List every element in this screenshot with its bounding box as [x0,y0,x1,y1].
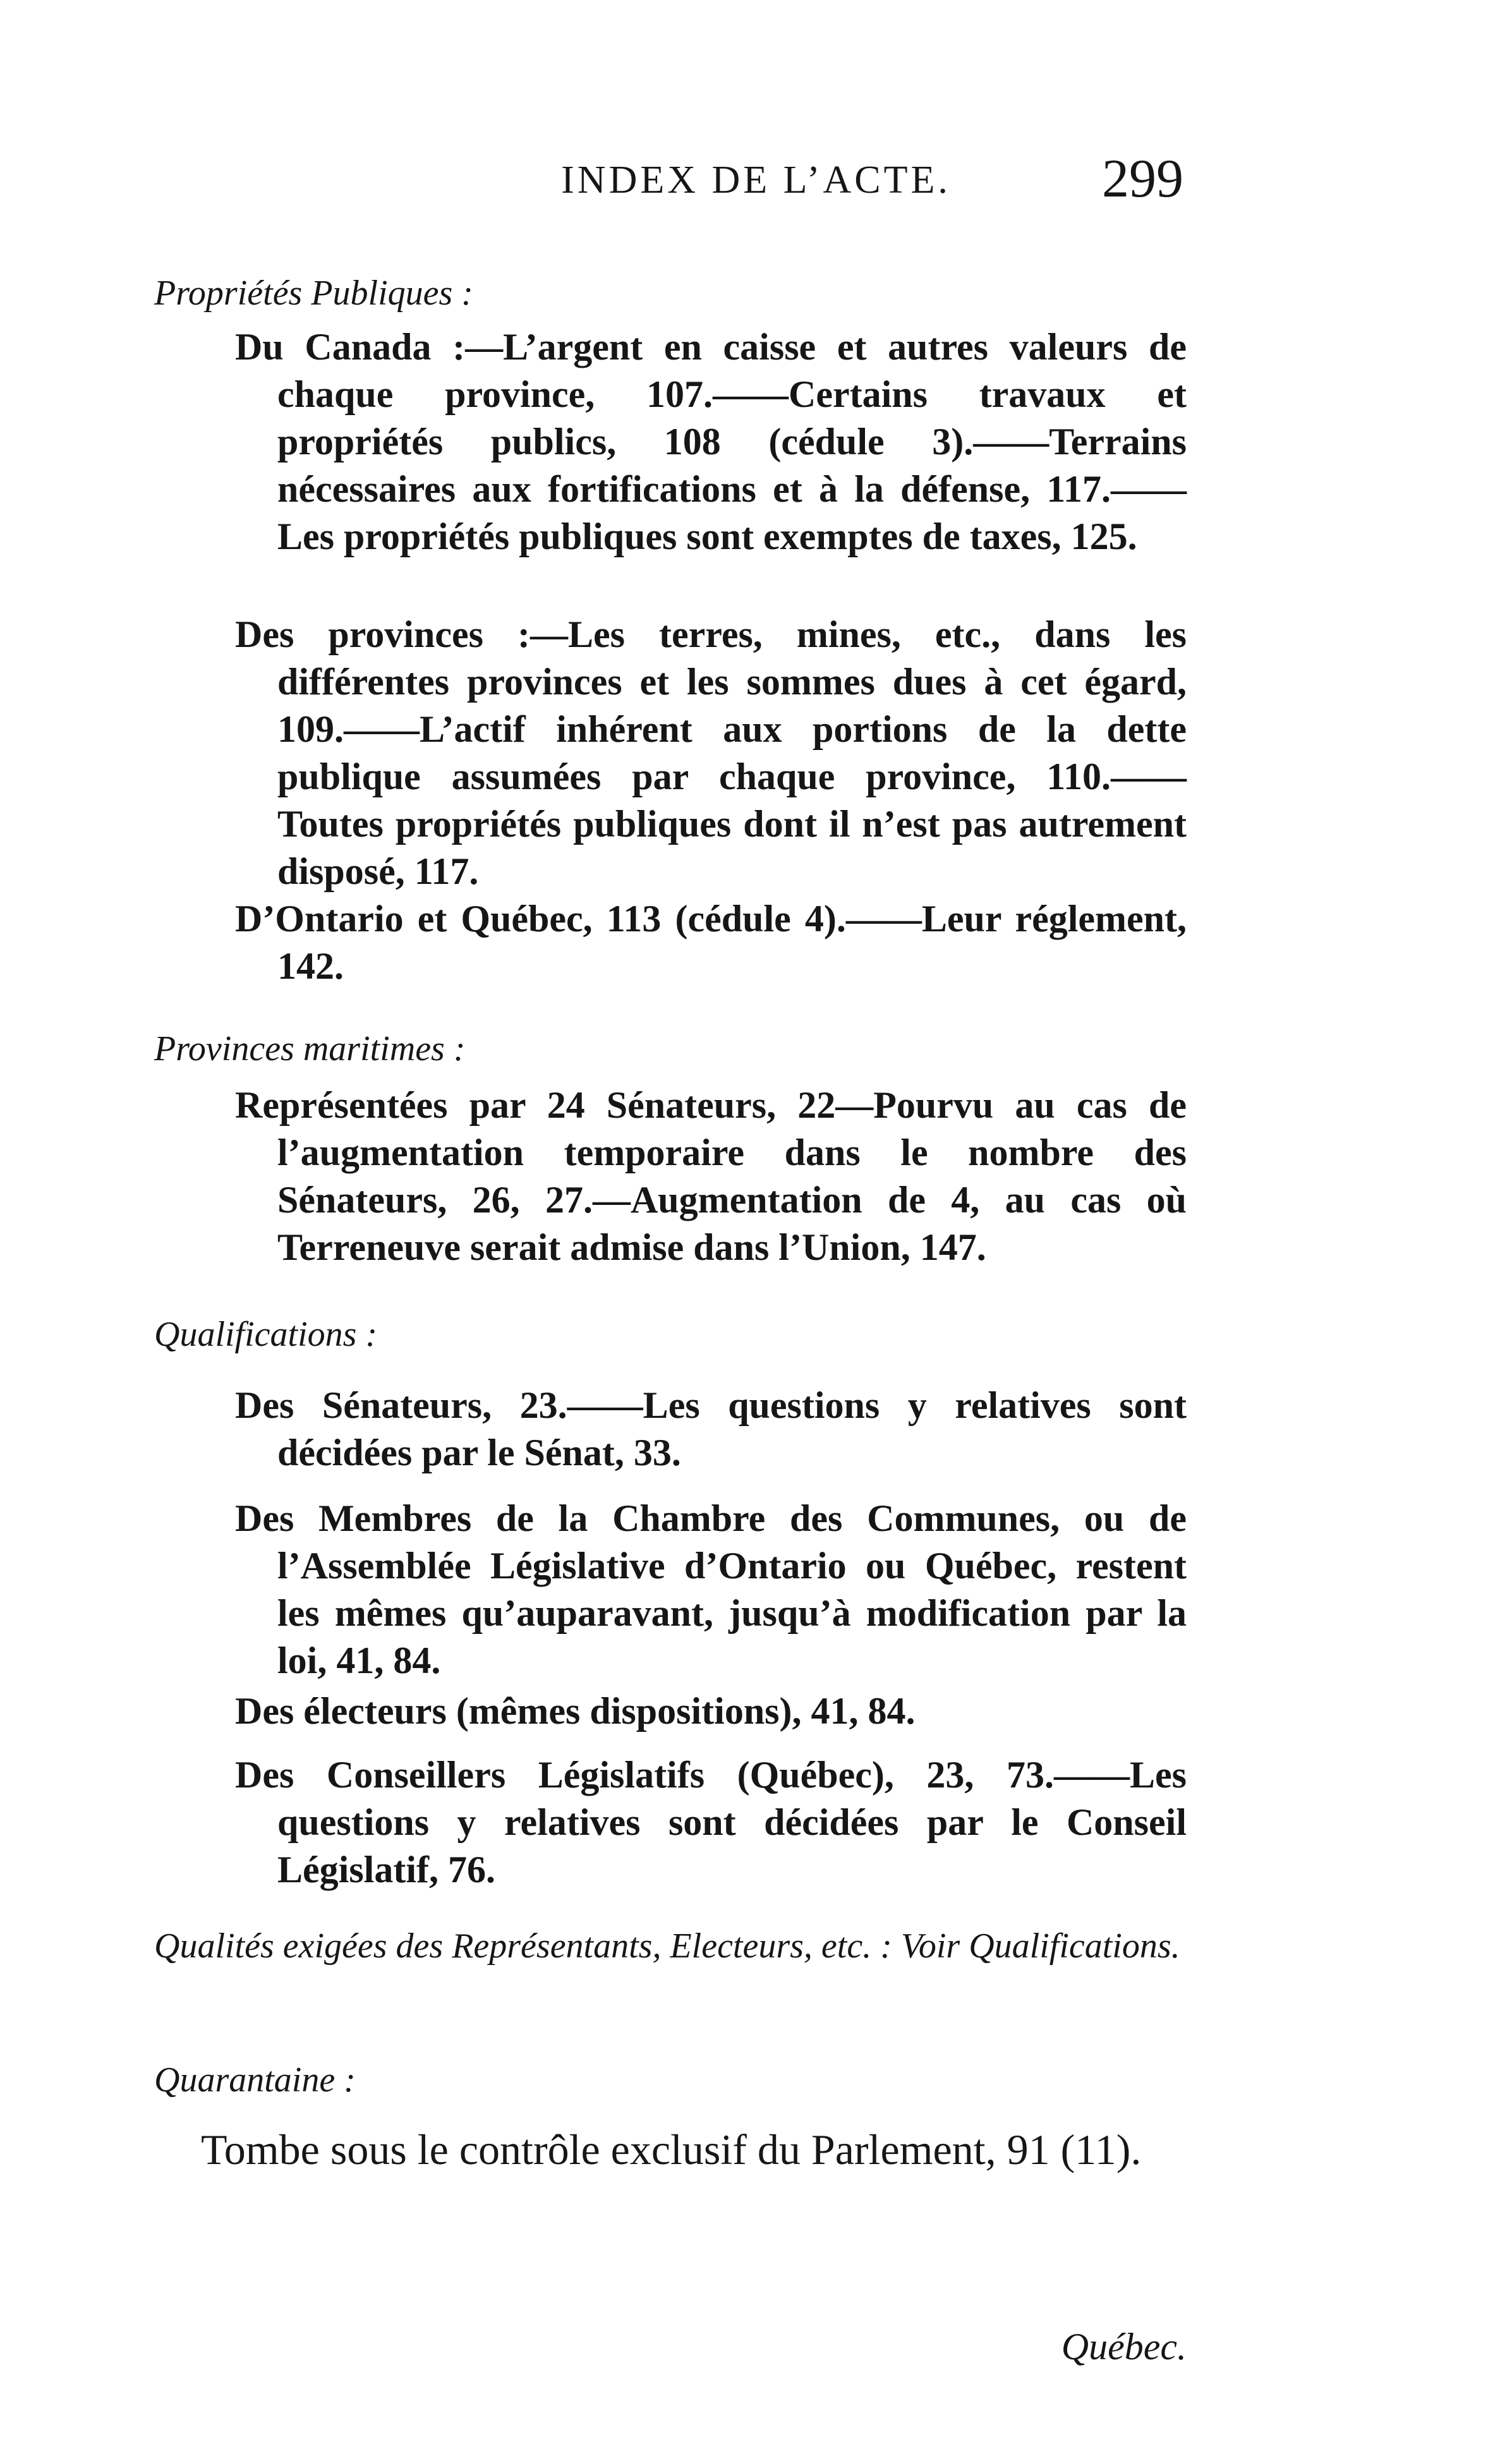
index-paragraph: D’Ontario et Québec, 113 (cédule 4).——Leur réglement, 142. [235,898,1187,987]
index-paragraph: Tombe sous le contrôle exclusif du Parlement, 91 (11). [201,2125,1142,2174]
entry-heading: Propriétés Publiques : [154,274,473,313]
index-paragraph: Des Conseillers Législatifs (Québec), 23, 73.——Les questions y relatives sont décidées par le Conseil Législatif, 76. [235,1754,1187,1890]
index-paragraph: Du Canada :—L’argent en caisse et autres valeurs de chaque province, 107.——Certains travaux et propriétés publics, 108 (cédule 3).——Terrains nécessaires aux fortifications et à la défense, 117.—— Les propriétés publiques sont exemptes de taxes, 125. [235,326,1187,557]
page-number: 299 [1102,148,1183,209]
catchword: Québec. [1061,2326,1187,2367]
running-head [0,147,1512,210]
index-paragraph: Des provinces :—Les terres, mines, etc., dans les différentes provinces et les sommes dues à cet égard, 109.——L’actif inhérent aux portions de la dette publique assumées par chaque province, 110.—— Toutes propriétés publiques dont il n’est pas autrement disposé, 117. [235,614,1187,892]
running-title: INDEX DE L’ACTE. [561,159,951,202]
index-paragraph: Des électeurs (mêmes dispositions), 41, 84. [235,1690,916,1732]
entry-heading: Qualifications : [154,1315,378,1354]
index-paragraph: Représentées par 24 Sénateurs, 22—Pourvu au cas de l’augmentation temporaire dans le nombre des Sénateurs, 26, 27.—Augmentation de 4, au cas où Terreneuve serait admise dans l’Union, 147. [235,1084,1187,1268]
entry-heading: Provinces maritimes : [154,1029,466,1068]
index-paragraph: Des Sénateurs, 23.——Les questions y relatives sont décidées par le Sénat, 33. [235,1384,1187,1473]
entry-heading: Qualités exigées des Représentants, Electeurs, etc. : Voir Qualifications. [154,1926,1180,1966]
entry-heading: Quarantaine : [154,2060,356,2100]
index-paragraph: Des Membres de la Chambre des Communes, ou de l’Assemblée Législative d’Ontario ou Québec, restent les mêmes qu’auparavant, jusqu’à modification par la loi, 41, 84. [235,1497,1187,1681]
